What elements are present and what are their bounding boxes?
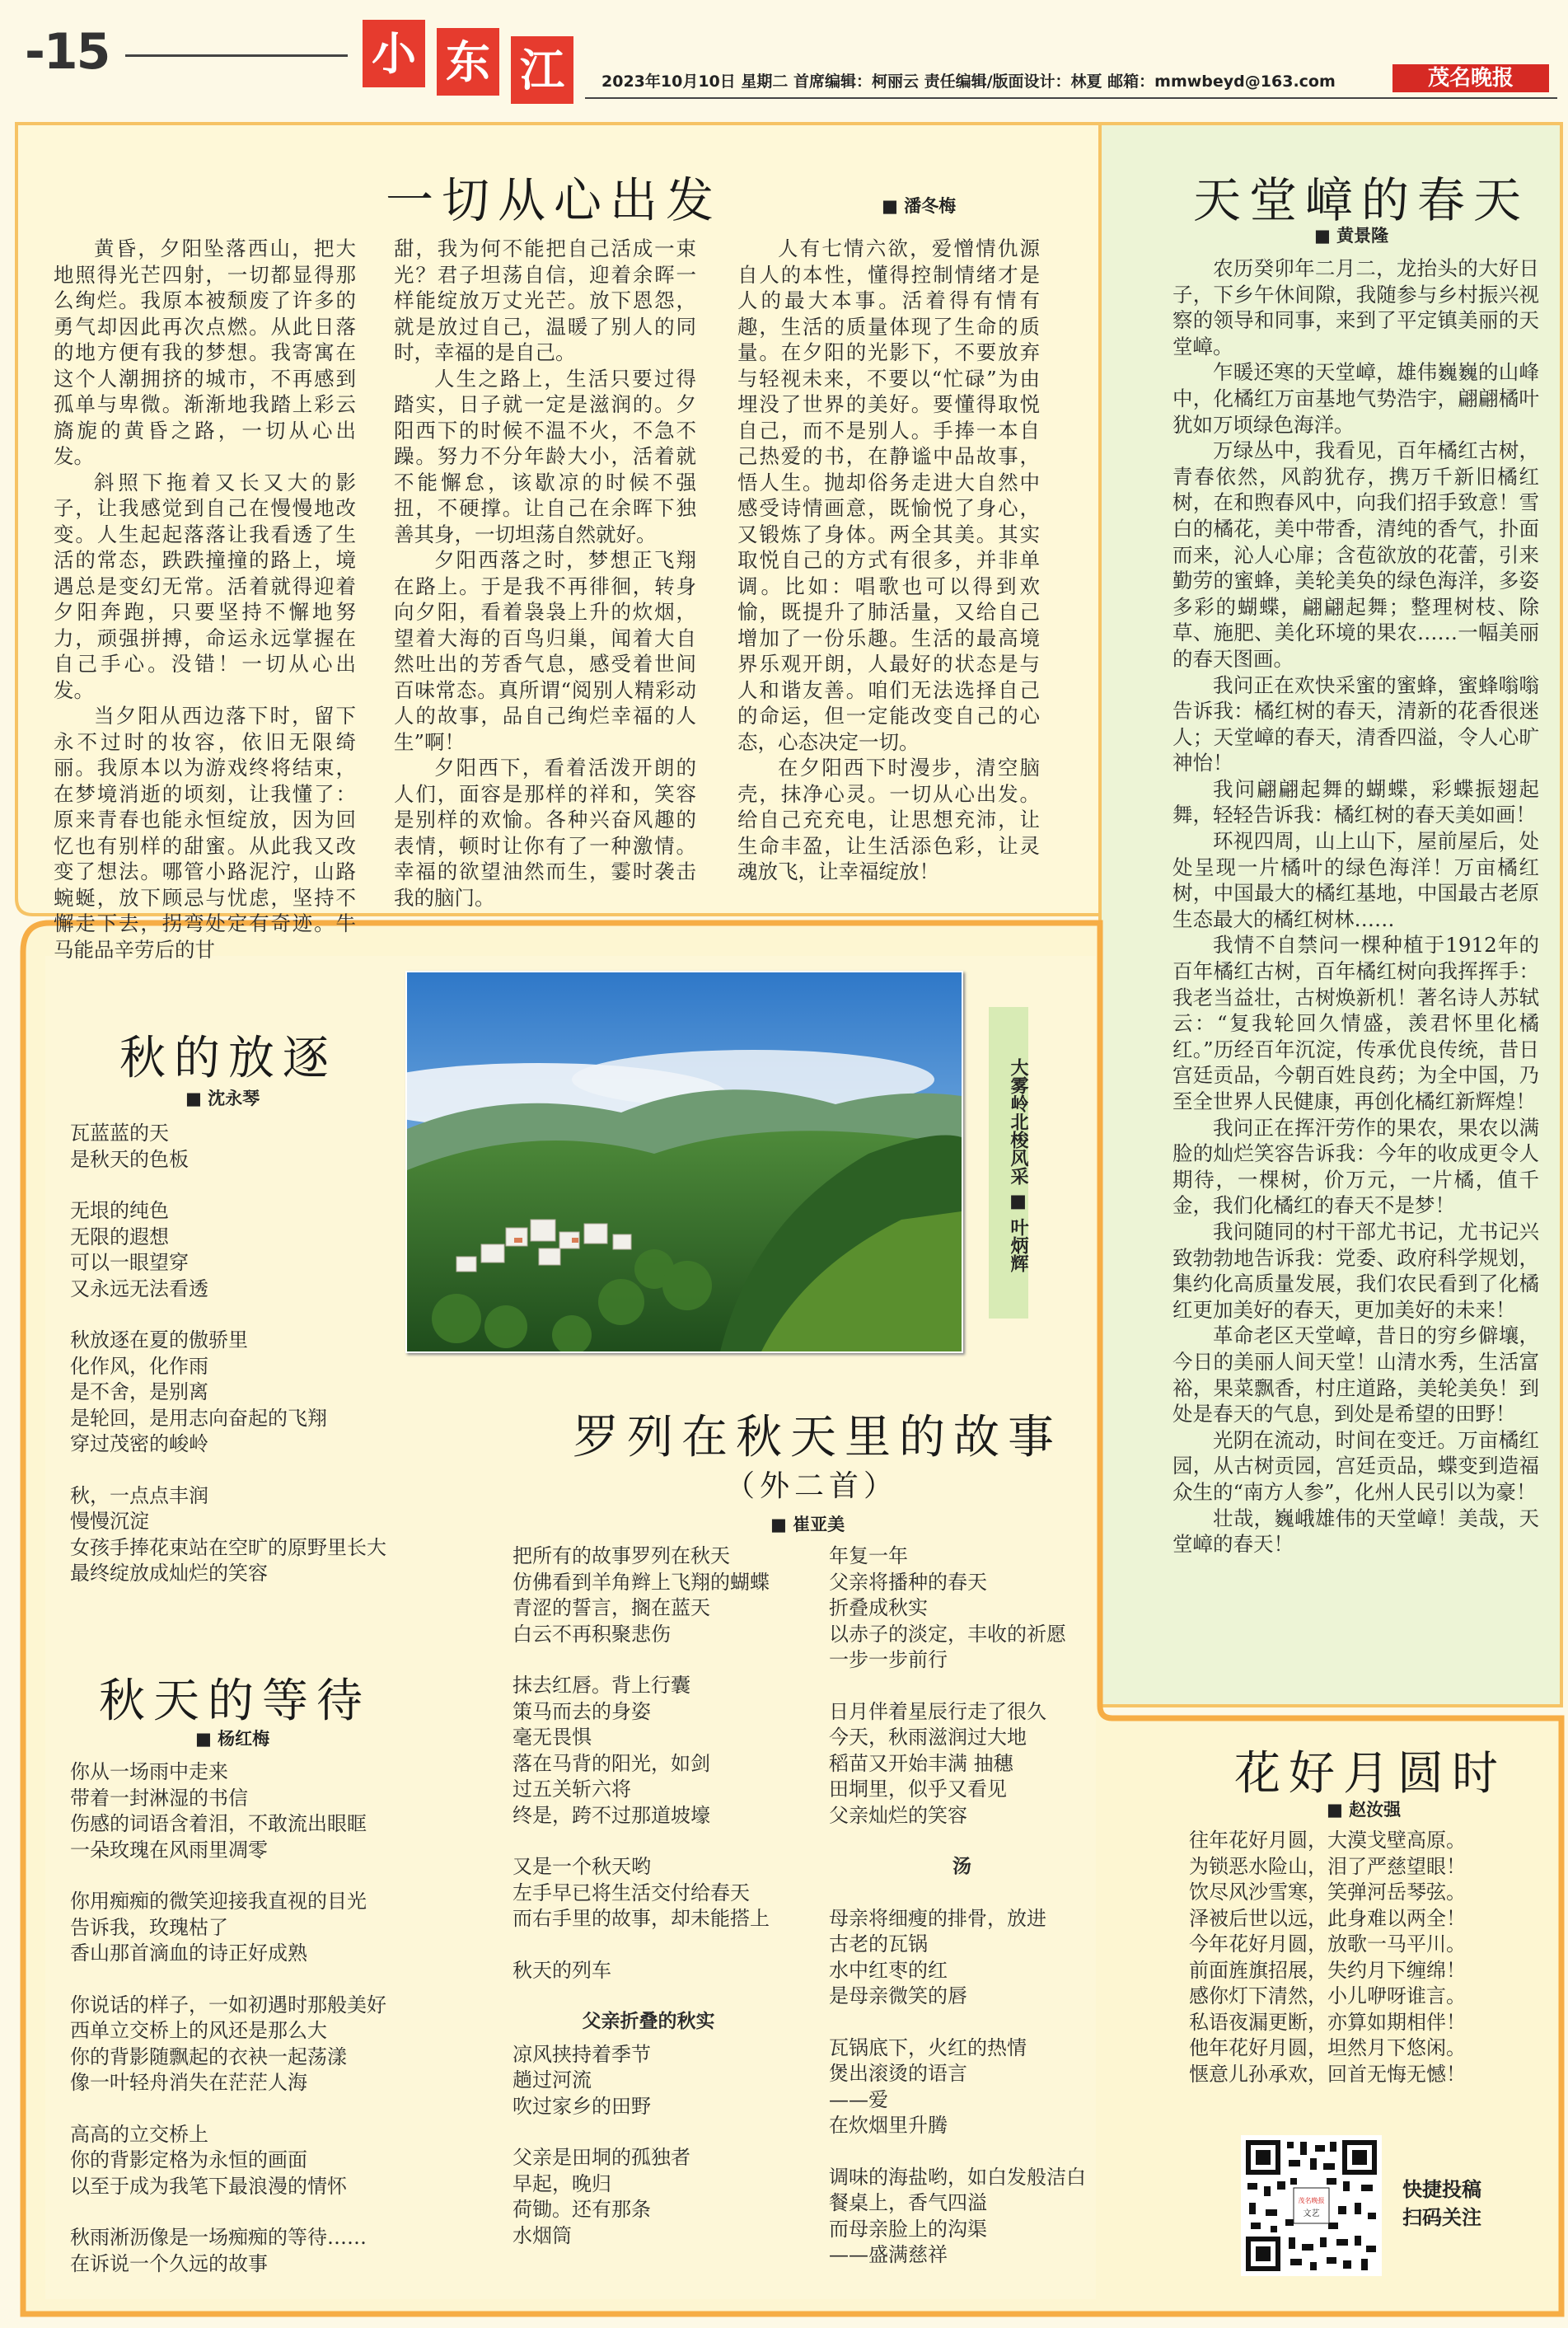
column-name-char-3: 江 (511, 36, 573, 104)
stanza (513, 2145, 784, 2249)
poem-line: 抹去红唇。背上行囊 (513, 1674, 690, 1697)
poem-line: 年复一年 (829, 1544, 908, 1567)
poem-line: 饮尽风沙雪寒，笑弹河岳琴弦。 (1189, 1881, 1466, 1904)
poem-line: 终是，跨不过那道坡壕 (513, 1803, 710, 1827)
stanza (70, 1198, 386, 1302)
paragraph: 乍暖还寒的天堂嶂，雄伟巍巍的山峰中，化橘红万亩基地气势浩宇，翩翩橘叶犹如万顷绿色海洋。 (1172, 360, 1539, 437)
paragraph: 我问正在欢快采蜜的蜜蜂，蜜蜂嗡嗡告诉我：橘红树的春天，清新的花香很迷人；天堂嶂的春天，清香四溢，令人心旷神怡！ (1172, 672, 1539, 775)
stanza (829, 2165, 1093, 2269)
poem-line: 一朵玫瑰在风雨里凋零 (70, 1838, 268, 1862)
paper-logo: 茂名晚报 (1392, 64, 1549, 92)
article-author-tiantang: ■ 黄景隆 (1314, 222, 1388, 247)
poem-line: 而右手里的故事，却未能搭上 (513, 1907, 770, 1930)
qr-label (1402, 2176, 1481, 2232)
poem-line: 稻苗又开始丰满 抽穗 (829, 1751, 1013, 1775)
article-body-yiqie-col3 (737, 236, 1040, 885)
poem-line: 你用痴痴的微笑迎接我直视的目光 (70, 1890, 367, 1913)
poem-line: 又是一个秋天哟 (513, 1855, 651, 1878)
poem-author-qiu-fangzhu: ■ 沈永琴 (185, 1085, 260, 1110)
poem-line: 泽被后世以远，此身难以两全！ (1189, 1906, 1466, 1930)
stanza (513, 1958, 784, 1984)
stanza (513, 1543, 784, 1647)
article-body-yiqie-col2 (394, 236, 696, 911)
poem-line: 调味的海盐哟，如白发般洁白 (829, 2165, 1086, 2189)
landscape-photo (405, 971, 963, 1353)
poem-line: 女孩手捧花束站在空旷的原野里长大 (70, 1535, 386, 1559)
stanza (70, 1889, 386, 1967)
poem-line: 往年花好月圆，大漠戈壁高原。 (1189, 1829, 1466, 1852)
paragraph: 人有七情六欲，爱憎情仇源自人的本性，懂得控制情绪才是人的最大本事。活着得有情有趣，生活的质量体现了生命的质量。在夕阳的光影下，不要放弃与轻视未来，不要以“忙碌”为由埋没了世界的美好。要懂得取悦自己，而不是别人。手捧一本自己热爱的书，在静谧中品故事，悟人生。抛却俗务走进大自然中感受诗情画意，既愉悦了身心，又锻炼了身体。两全其美。其实取悦自己的方式有很多，并非单调。比如：唱歌也可以得到欢愉，既提升了肺活量，又给自己增加了一份乐趣。生活的最高境界乐观开朗，人最好的状态是与人和谐友善。咱们无法选择自己的命运，但一定能改变自己的心态，心态决定一切。 (737, 237, 1040, 754)
poem-line: 是轮回，是用志向奋起的飞翔 (70, 1406, 327, 1430)
qr-center-text-line2: 文艺 (1303, 2209, 1320, 2218)
paragraph: 壮哉，巍峨雄伟的天堂嶂！美哉，天堂嶂的春天！ (1172, 1506, 1539, 1557)
poem-line: 毫无畏惧 (513, 1726, 592, 1749)
qr-label-line: 快捷投稿 (1402, 2178, 1481, 2201)
poem-line: 过五关斩六将 (513, 1778, 631, 1801)
paragraph: 当夕阳从西边落下时，留下永不过时的妆容，依旧无限绮丽。我原本以为游戏终将结束，在梦境消逝的顷刻，让我懂了：原来青春也能永恒绽放，因为回忆也有别样的甜蜜。从此我又改变了想法。哪管小路泥泞，山路蜿蜒，放下顾忌与忧虑，坚持不懈走下去，拐弯处定有奇迹。牛马能品辛劳后的甘 (54, 704, 356, 962)
poem-line: ——爱 (829, 2087, 888, 2111)
paragraph: 我情不自禁问一棵种植于1912年的百年橘红古树，百年橘红树向我挥挥手：我老当益壮，古树焕新机！著名诗人苏轼云：“复我轮回久情盛，羡君怀里化橘红。”历经百年沉淀，传承优良传统，昔日宫廷贡品，今朝百姓良药；为全中国，乃至全世界人民健康，再创化橘红新辉煌！ (1172, 933, 1539, 1113)
poem-line: 西单立交桥上的风还是那么大 (70, 2019, 327, 2042)
poem-author-huahao: ■ 赵汝强 (1327, 1796, 1401, 1821)
poem-line: 最终绽放成灿烂的笑容 (70, 1562, 268, 1585)
masthead-meta: 2023年10月10日 星期二 首席编辑：柯丽云 责任编辑/版面设计：林夏 邮箱：mmwbeyd@163.com (601, 73, 1336, 91)
poem-line: 秋天的列车 (513, 1958, 611, 1982)
poem-line: 秋雨淅沥像是一场痴痴的等待…… (70, 2226, 367, 2249)
subpoem-title-fuqin: 父亲折叠的秋实 (582, 2011, 715, 2032)
poem-line: 是不舍，是别离 (70, 1380, 208, 1403)
caption-separator: ■ (1008, 1191, 1028, 1212)
poem-line: 是秋天的色板 (70, 1147, 189, 1171)
poem-line: 早起，晚归 (513, 2171, 611, 2195)
poem-body-luolie-left (513, 1543, 784, 2274)
poem-line: 田垌里，似乎又看见 (829, 1778, 1007, 1801)
poem-line: 伤感的词语含着泪，不敢流出眼眶 (70, 1812, 367, 1835)
stanza (70, 2122, 386, 2200)
stanza (513, 1854, 784, 1932)
poem-line: 煲出滚烫的语言 (829, 2062, 967, 2085)
paragraph: 万绿丛中，我看见，百年橘红古树，青春依然，风韵犹存，携万千新旧橘红树，在和煦春风中，向我们招手致意！雪白的橘花，美中带香，清纯的香气，扑面而来，沁人心扉；含苞欲放的花蕾，引来勤劳的蜜蜂，美轮美奂的绿色海洋，多姿多彩的蝴蝶，翩翩起舞；整理树枝、除草、施肥、美化环境的果农……一幅美丽的春天图画。 (1172, 438, 1539, 671)
qr-center-text-line1: 茂名晚报 (1298, 2197, 1325, 2204)
qr-label-line: 扫码关注 (1402, 2206, 1481, 2229)
poem-line: 感你灯下清然，小儿咿呀谁言。 (1189, 1984, 1466, 2007)
stanza (70, 1328, 386, 1458)
poem-title-huahao: 花好月圆时 (1234, 1747, 1506, 1801)
paragraph: 我问正在挥汗劳作的果农，果农以满脸的灿烂笑容告诉我：今年的收成更令人期待，一棵树，价万元，一片橘，值千金，我们化橘红的春天不是梦！ (1172, 1115, 1539, 1218)
poem-subtitle-luolie: （外二首） (725, 1469, 899, 1503)
paragraph: 农历癸卯年二月二，龙抬头的大好日子，下乡午休间隙，我随参与乡村振兴视察的领导和同事，来到了平定镇美丽的天堂嶂。 (1172, 256, 1539, 358)
paragraph: 甜，我为何不能把自己活成一束光？君子坦荡自信，迎着余晖一样能绽放万丈光芒。放下恩怨，就是放过自己，温暖了别人的同时，幸福的是自己。 (394, 237, 696, 364)
poem-line: 策马而去的身姿 (513, 1699, 651, 1723)
poem-line: 可以一眼望穿 (70, 1251, 189, 1274)
poem-line: 秋放逐在夏的傲骄里 (70, 1328, 248, 1351)
poem-author-qiu-dengdai: ■ 杨红梅 (195, 1726, 269, 1750)
poem-line: 前面旌旗招展，失约月下缠绵！ (1189, 1958, 1466, 1982)
subpoem-title-tang: 汤 (953, 1856, 971, 1877)
poem-line: 把所有的故事罗列在秋天 (513, 1544, 730, 1567)
article-title-yiqie: 一切从心出发 (386, 172, 723, 228)
poem-line: 趟过河流 (513, 2068, 592, 2091)
stanza (70, 1483, 386, 1587)
poem-line: 落在马背的阳光，如剑 (513, 1751, 710, 1775)
poem-line: 你说话的样子，一如初遇时那般美好 (70, 1993, 386, 2017)
poem-line: 折叠成秋实 (829, 1596, 928, 1619)
poem-line: 你从一场雨中走来 (70, 1760, 228, 1783)
stanza (70, 1993, 386, 2096)
photo-credit: 叶炳辉 (1008, 1218, 1028, 1273)
poem-line: 青涩的誓言，搁在蓝天 (513, 1596, 710, 1619)
paragraph: 夕阳西下，看着活泼开朗的人们，面容是那样的祥和，笑容是别样的欢愉。各种兴奋风趣的表情，顿时让你有了一种激情。幸福的欲望油然而生，霎时袭击我的脑门。 (394, 756, 696, 910)
poem-line: 又永远无法看透 (70, 1276, 208, 1300)
article-body-yiqie-col1 (54, 236, 356, 963)
poem-line: 穿过茂密的峻岭 (70, 1432, 208, 1455)
poem-line: 你的背影随飘起的衣袂一起荡漾 (70, 2045, 347, 2068)
paragraph: 革命老区天堂嶂，昔日的穷乡僻壤，今日的美丽人间天堂！山清水秀，生活富裕，果菜飘香，村庄道路，美轮美奂！到处是春天的气息，到处是希望的田野！ (1172, 1323, 1539, 1426)
poem-body-luolie-right (829, 1543, 1093, 2294)
poem-line: 化作风，化作雨 (70, 1354, 208, 1378)
poem-line: 秋，一点点丰润 (70, 1483, 208, 1507)
poem-line: 瓦蓝蓝的天 (70, 1122, 169, 1145)
poem-line: 惬意儿孙承欢，回首无悔无憾！ (1189, 2062, 1466, 2086)
stanza (829, 1543, 1093, 1674)
poem-line: 今年花好月圆，放歌一马平川。 (1189, 1932, 1466, 1956)
poem-title-qiu-dengdai: 秋天的等待 (99, 1675, 371, 1728)
paragraph: 我问随同的村干部尤书记，尤书记兴致勃勃地告诉我：党委、政府科学规划，集约化高质量发展，我们农民看到了化橘红更加美好的春天，更加美好的未来！ (1172, 1219, 1539, 1322)
poem-line: 父亲是田垌的孤独者 (513, 2146, 690, 2169)
page-number: -15 (25, 23, 110, 81)
poem-body-qiu-fangzhu (70, 1121, 386, 1613)
poem-line: 水中红枣的红 (829, 1958, 948, 1982)
poem-line: 日月伴着星辰行走了很久 (829, 1699, 1046, 1723)
poem-line: 带着一封淋湿的书信 (70, 1786, 248, 1810)
poem-line: 水烟筒 (513, 2223, 572, 2247)
poem-line: 私语夜漏更断，亦算如期相伴！ (1189, 2010, 1466, 2034)
poem-line: 荷锄。还有那条 (513, 2198, 651, 2221)
paragraph: 光阴在流动，时间在变迁。万亩橘红园，从古树贡园，宫廷贡品，蝶变到造福众生的“南方人参”，化州人民引以为豪！ (1172, 1427, 1539, 1504)
poem-line: ——盛满慈祥 (829, 2243, 948, 2266)
article-title-tiantang: 天堂嶂的春天 (1193, 172, 1530, 228)
paragraph: 人生之路上，生活只要过得踏实，日子就一定是滋润的。夕阳西下的时候不温不火，不急不躁。努力不分年龄大小，活着就不能懈怠，该歇凉的时候不强扭，不硬撑。让自己在余晖下独善其身，一切坦荡自然就好。 (394, 366, 696, 546)
poem-body-huahao (1189, 1828, 1466, 2087)
poem-line: 而母亲脸上的沟渠 (829, 2217, 987, 2241)
column-name-char-1: 小 (363, 20, 425, 87)
poem-line: 是母亲微笑的唇 (829, 1984, 967, 2007)
stanza (829, 1699, 1093, 1829)
poem-line: 左手早已将生活交付给春天 (513, 1881, 750, 1904)
poem-title-luolie: 罗列在秋天里的故事 (573, 1411, 1062, 1464)
paragraph: 斜照下拖着又长又大的影子，让我感觉到自己在慢慢地改变。人生起起落落让我看透了生活的常态，跌跌撞撞的路上，境遇总是变幻无常。活着就得迎着夕阳奔跑，只要坚持不懈地努力，顽强拼搏，命运永远掌握在自己手心。没错！一切从心出发。 (54, 470, 356, 702)
poem-line: 瓦锅底下，火红的热情 (829, 2035, 1027, 2059)
article-body-tiantang (1172, 255, 1539, 1557)
qr-code-icon (1241, 2135, 1382, 2276)
stanza (70, 1121, 386, 1173)
poem-line: 古老的瓦锅 (829, 1932, 928, 1956)
poem-line: 仿佛看到羊角辫上飞翔的蝴蝶 (513, 1570, 770, 1594)
poem-line: 父亲灿烂的笑容 (829, 1803, 967, 1827)
poem-line: 你的背影定格为永恒的画面 (70, 2148, 307, 2171)
stanza (829, 1906, 1093, 2010)
paragraph: 夕阳西落之时，梦想正飞翔在路上。于是我不再徘徊，转身向夕阳，看着袅袅上升的炊烟，望着大海的百鸟归巢，闻着大自然吐出的芳香气息，感受着世间百味常态。真所谓“阅别人精彩动人的故事，品自己绚烂幸福的人生”啊！ (394, 548, 696, 754)
poem-line: 为锁恶水险山，泪了严慈望眼！ (1189, 1854, 1466, 1878)
poem-line: 以至于成为我笔下最浪漫的情怀 (70, 2174, 347, 2198)
poem-line: 凉风挟持着季节 (513, 2042, 651, 2066)
poem-line: 父亲将播种的春天 (829, 1570, 987, 1594)
poem-author-luolie: ■ 崔亚美 (770, 1511, 845, 1536)
stanza (513, 2042, 784, 2120)
article-author-yiqie: ■ 潘冬梅 (882, 193, 956, 218)
poem-line: 白云不再积聚悲伤 (513, 1622, 671, 1646)
poem-line: 告诉我，玫瑰枯了 (70, 1915, 228, 1939)
poem-line: 像一叶轻舟消失在茫茫人海 (70, 2071, 307, 2094)
poem-line: 今天，秋雨滋润过大地 (829, 1726, 1027, 1749)
poem-line: 以赤子的淡定，丰收的祈愿 (829, 1622, 1066, 1646)
poem-line: 吹过家乡的田野 (513, 2094, 651, 2118)
stanza (70, 1759, 386, 1863)
poem-line: 母亲将细瘦的排骨，放进 (829, 1906, 1046, 1930)
photo-caption-title: 大雾岭北梭风采 (1008, 1057, 1028, 1185)
stanza (513, 1673, 784, 1829)
paragraph: 在夕阳西下时漫步，清空脑壳，抹净心灵。一切从心出发。给自己充充电，让思想充沛，让生命丰盈，让生活添色彩，让灵魂放飞，让幸福绽放！ (737, 756, 1040, 883)
qr-code[interactable] (1241, 2135, 1382, 2276)
poem-line: 慢慢沉淀 (70, 1510, 149, 1533)
stanza (70, 2225, 386, 2277)
paragraph: 环视四周，山上山下，屋前屋后，处处呈现一片橘叶的绿色海洋！万亩橘红树，中国最大的橘红基地，中国最古老原生态最大的橘红树林…… (1172, 829, 1539, 931)
poem-line: 高高的立交桥上 (70, 2122, 208, 2146)
poem-line: 无垠的纯色 (70, 1199, 169, 1222)
paragraph: 黄昏，夕阳坠落西山，把大地照得光芒四射，一切都显得那么绚烂。我原本被颓废了许多的勇气却因此再次点燃。从此日落的地方便有我的梦想。我寄寓在这个人潮拥挤的城市，不再感到孤单与卑微。渐渐地我踏上彩云旖旎的黄昏之路，一切从心出发。 (54, 237, 356, 468)
poem-title-qiu-fangzhu: 秋的放逐 (119, 1032, 337, 1085)
poem-line: 在炊烟里升腾 (829, 2114, 948, 2137)
column-name-char-2: 东 (437, 28, 499, 96)
poem-line: 香山那首滴血的诗正好成熟 (70, 1942, 307, 1965)
stanza (829, 2035, 1093, 2139)
paragraph: 我问翩翩起舞的蝴蝶，彩蝶振翅起舞，轻轻告诉我：橘红树的春天美如画！ (1172, 776, 1539, 827)
poem-line: 无限的遐想 (70, 1225, 169, 1248)
poem-line: 一步一步前行 (829, 1648, 948, 1671)
mountain-village-image (407, 972, 962, 1351)
poem-line: 他年花好月圆，坦然月下悠闲。 (1189, 2036, 1466, 2059)
poem-line: 餐桌上，香气四溢 (829, 2191, 987, 2214)
poem-body-qiu-dengdai (70, 1759, 386, 2302)
photo-caption (989, 1007, 1028, 1319)
poem-line: 在诉说一个久远的故事 (70, 2251, 268, 2275)
